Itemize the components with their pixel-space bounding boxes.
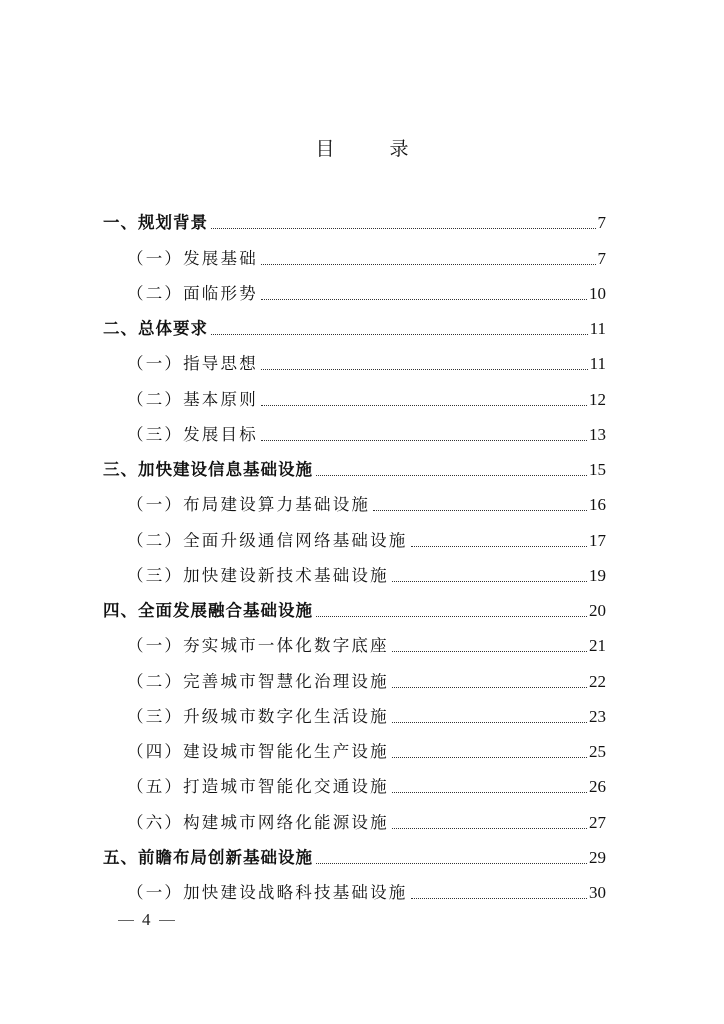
toc-dot-leader [392,686,587,688]
toc-subsection-entry[interactable] [103,410,606,445]
toc-section-entry[interactable] [103,304,606,339]
toc-dot-leader [392,650,587,652]
toc-entry-page-number: 15 [589,460,606,479]
toc-dot-leader [392,827,587,829]
toc-dot-leader [392,791,587,793]
toc-entry-label: （二）完善城市智慧化治理设施 [127,671,389,691]
toc-entry-label: 一、规划背景 [103,213,208,233]
toc-entry-label: 五、前瞻布局创新基础设施 [103,847,313,867]
toc-dot-leader [373,509,587,511]
toc-entry-page-number: 30 [589,883,606,902]
toc-dot-leader [261,404,587,406]
toc-entry-label: （二）全面升级通信网络基础设施 [127,530,408,550]
toc-subsection-entry[interactable] [103,551,606,586]
page-number: 4 [142,910,151,929]
toc-subsection-entry[interactable] [103,692,606,727]
toc-subsection-entry[interactable] [103,515,606,550]
toc-entry-label: （一）夯实城市一体化数字底座 [127,636,389,656]
table-of-contents [103,198,606,903]
toc-section-entry[interactable] [103,198,606,233]
toc-section-entry[interactable] [103,586,606,621]
toc-subsection-entry[interactable] [103,868,606,903]
toc-entry-label: 四、全面发展融合基础设施 [103,601,313,620]
toc-dot-leader [211,227,596,229]
toc-section-entry[interactable] [103,445,606,480]
toc-subsection-entry[interactable] [103,233,606,268]
toc-dot-leader [261,263,596,265]
toc-entry-label: （一）加快建设战略科技基础设施 [127,883,408,902]
toc-entry-page-number: 25 [589,742,606,761]
toc-entry-page-number: 21 [589,636,606,656]
toc-subsection-entry[interactable] [103,656,606,691]
toc-subsection-entry[interactable] [103,269,606,304]
toc-entry-page-number: 12 [589,389,606,409]
toc-dot-leader [392,580,587,582]
footer-dash-right [159,920,175,921]
toc-dot-leader [316,862,587,864]
toc-dot-leader [211,333,588,335]
toc-entry-label: （三）升级城市数字化生活设施 [127,706,389,726]
toc-entry-label: （三）发展目标 [127,424,258,444]
toc-subsection-entry[interactable] [103,797,606,832]
toc-entry-page-number: 20 [589,601,606,620]
toc-entry-page-number: 29 [589,847,606,867]
toc-entry-page-number: 23 [589,706,606,726]
toc-dot-leader [392,756,587,758]
toc-subsection-entry[interactable] [103,727,606,762]
toc-entry-page-number: 13 [589,424,606,444]
toc-entry-page-number: 11 [589,319,606,338]
toc-entry-label: （二）面临形势 [127,283,258,303]
toc-dot-leader [392,721,587,723]
toc-entry-page-number: 7 [597,248,606,268]
page-footer [118,910,175,930]
toc-dot-leader [411,545,588,547]
toc-entry-page-number: 10 [589,283,606,303]
toc-entry-page-number: 22 [589,671,606,691]
toc-entry-page-number: 27 [589,812,606,832]
toc-subsection-entry[interactable] [103,480,606,515]
toc-entry-page-number: 16 [589,495,606,515]
toc-dot-leader [261,439,587,441]
toc-entry-page-number: 26 [589,777,606,797]
toc-subsection-entry[interactable] [103,762,606,797]
toc-subsection-entry[interactable] [103,374,606,409]
toc-entry-label: （一）布局建设算力基础设施 [127,495,371,515]
toc-entry-page-number: 17 [589,530,606,550]
toc-subsection-entry[interactable] [103,621,606,656]
toc-entry-page-number: 19 [589,565,606,585]
toc-entry-label: （一）指导思想 [127,354,258,374]
toc-dot-leader [261,368,588,370]
toc-entry-label: （四）建设城市智能化生产设施 [127,742,389,761]
footer-dash-left [118,920,134,921]
toc-entry-label: （一）发展基础 [127,248,258,268]
toc-dot-leader [261,298,587,300]
toc-subsection-entry[interactable] [103,339,606,374]
toc-entry-page-number: 11 [589,354,606,374]
toc-entry-label: （五）打造城市智能化交通设施 [127,777,389,797]
toc-entry-label: （二）基本原则 [127,389,258,409]
toc-entry-label: （六）构建城市网络化能源设施 [127,812,389,832]
toc-title: 目 录 [315,138,427,160]
toc-entry-page-number: 7 [597,213,606,233]
toc-dot-leader [316,474,587,476]
toc-section-entry[interactable] [103,833,606,868]
toc-entry-label: 三、加快建设信息基础设施 [103,460,313,479]
toc-dot-leader [316,615,587,617]
toc-entry-label: （三）加快建设新技术基础设施 [127,565,389,585]
toc-dot-leader [411,897,588,899]
toc-entry-label: 二、总体要求 [103,319,208,338]
